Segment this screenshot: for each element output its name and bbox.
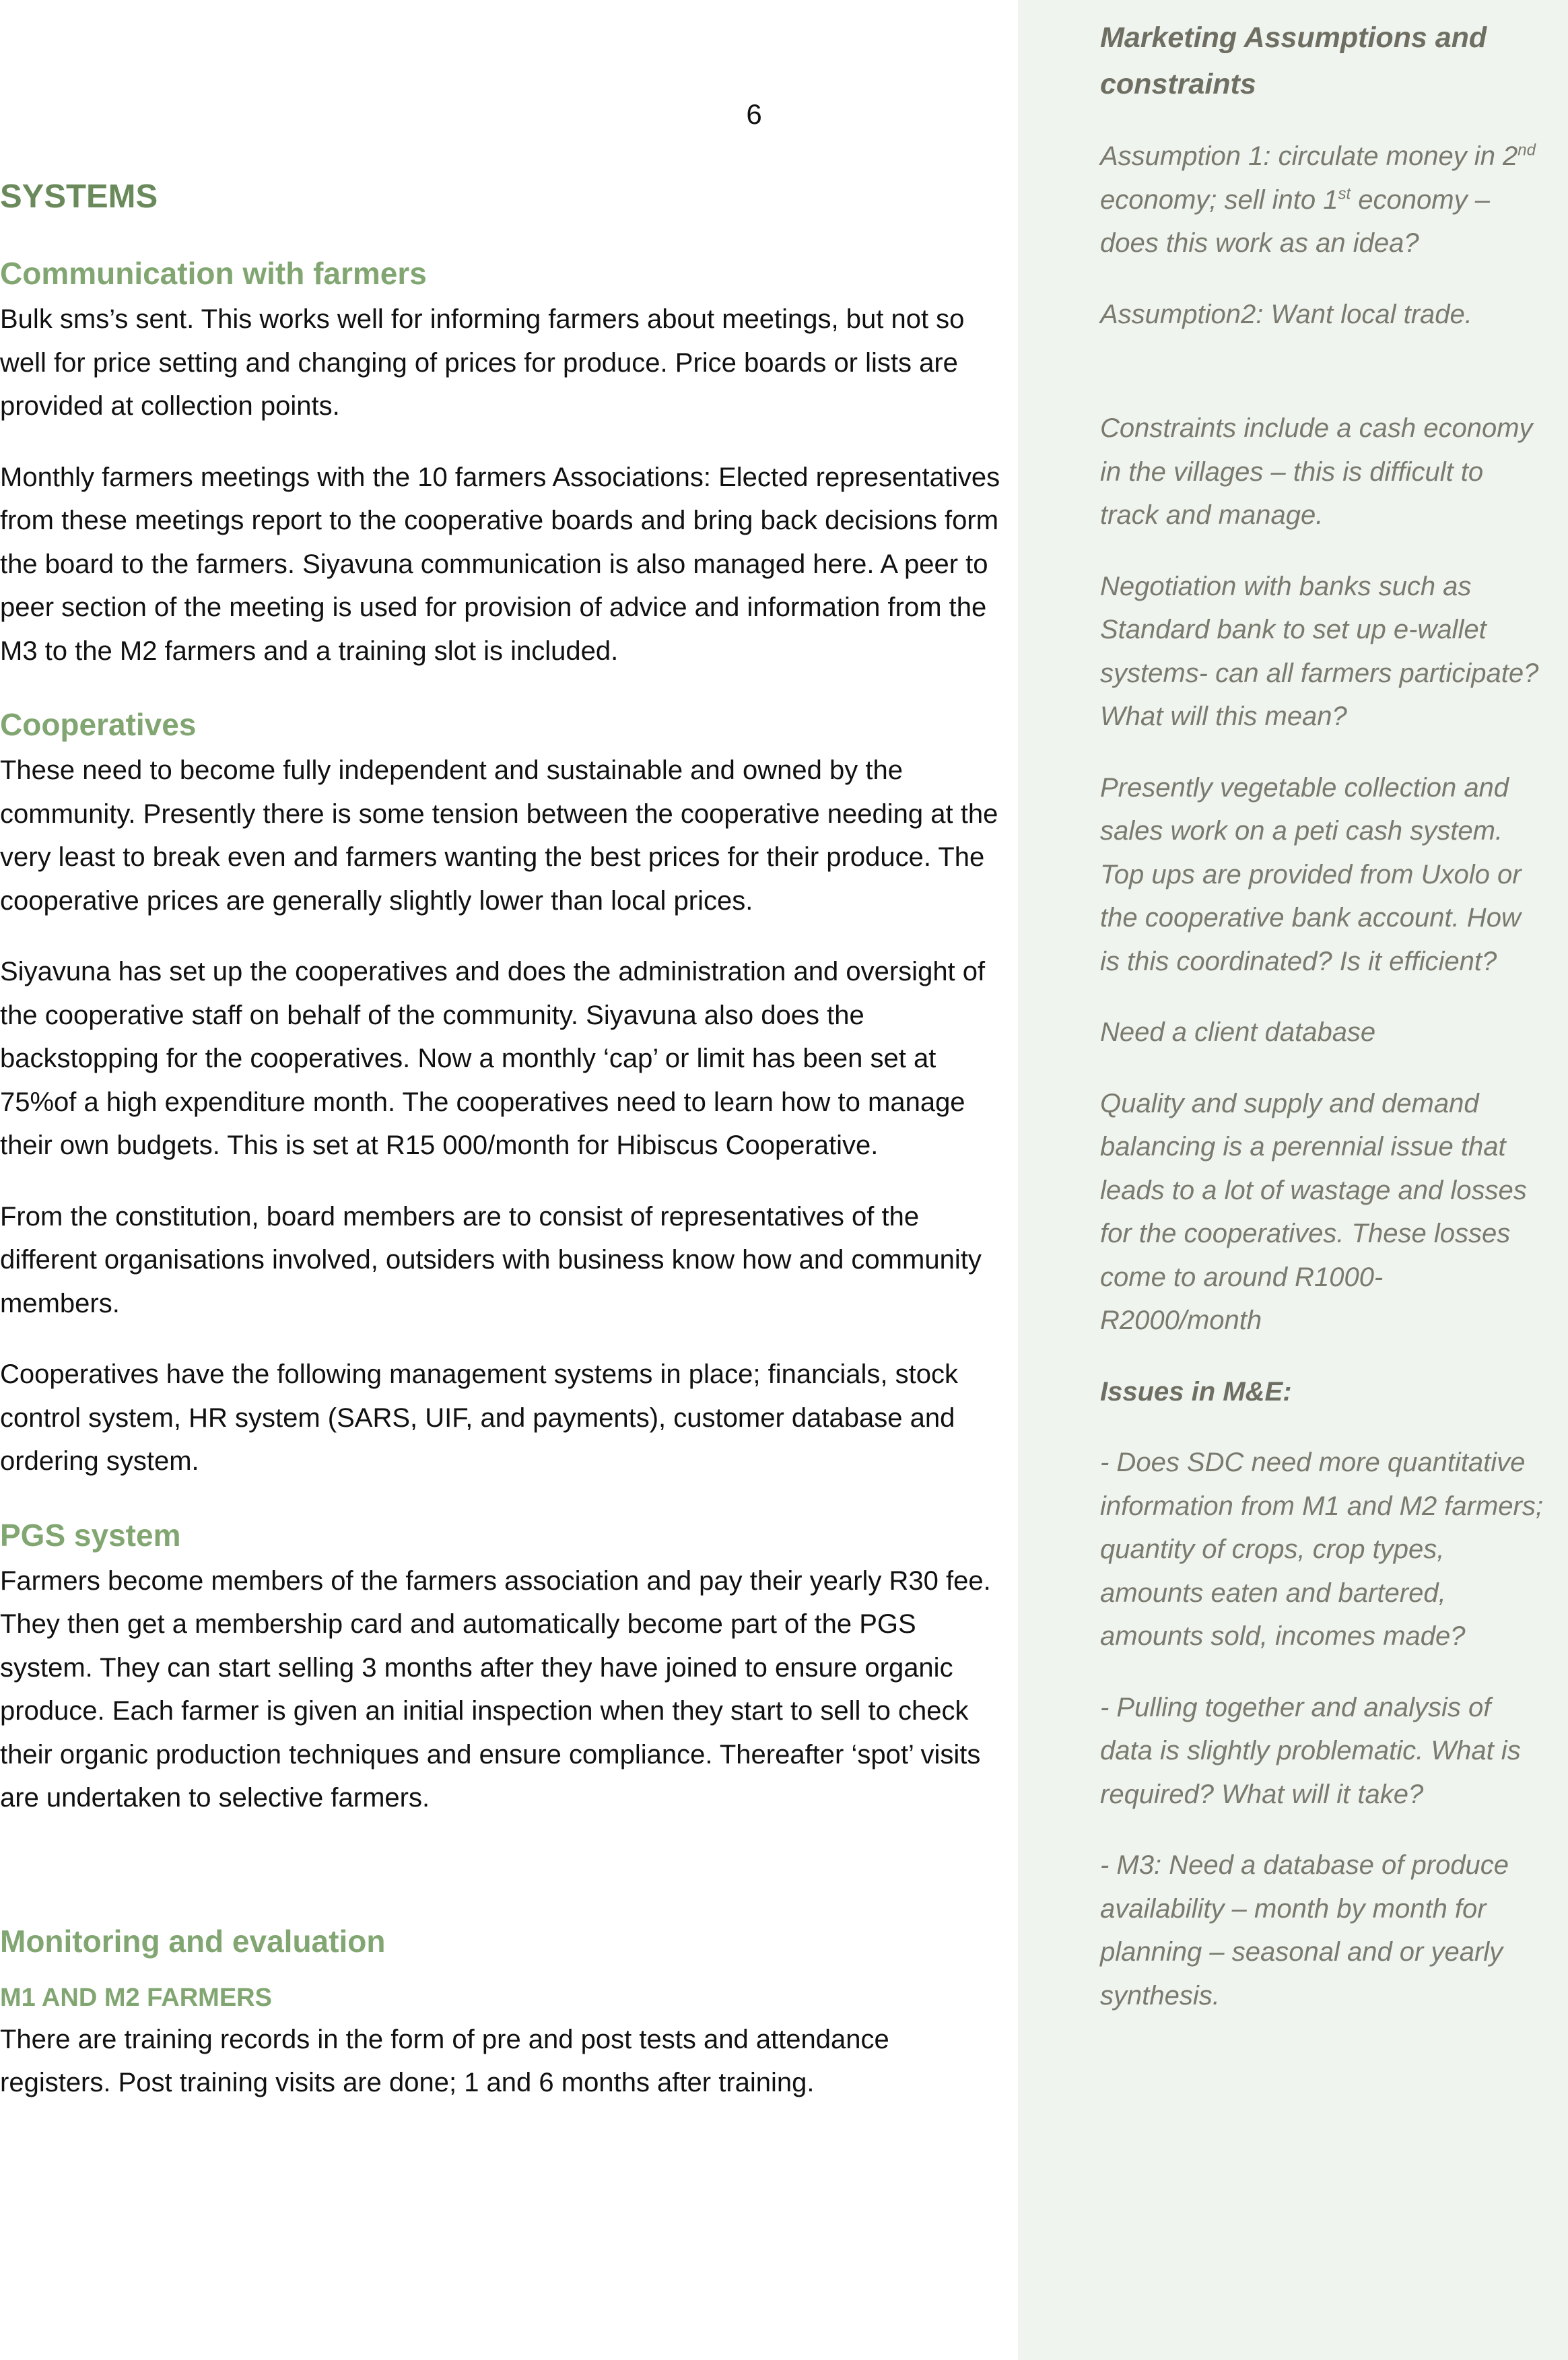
negotiation-note: Negotiation with banks such as Standard bank to set up e-wallet systems- can all farmers participate? What will this mean? bbox=[1100, 571, 1539, 731]
m1-m2-farmers-subheading: M1 AND M2 FARMERS bbox=[0, 1983, 272, 2012]
client-database-note: Need a client database bbox=[1100, 1017, 1376, 1047]
collection-note: Presently vegetable collection and sales work on a peti cash system. Top ups are provided from Uxolo or the cooperative bank account. How is this coordinated? Is it efficient? bbox=[1100, 772, 1522, 976]
sidebar-content bbox=[1100, 15, 1544, 2045]
pgs-heading: PGS system bbox=[0, 1517, 181, 1553]
issue-2: - Pulling together and analysis of data is slightly problematic. What is required? What will it take? bbox=[1100, 1692, 1521, 1809]
assumption-1-suffix: economy – does this work as an idea? bbox=[1100, 184, 1490, 258]
issues-heading: Issues in M&E: bbox=[1100, 1376, 1292, 1407]
issue-3: - M3: Need a database of produce availability – month by month for planning – seasonal and or yearly synthesis. bbox=[1100, 1850, 1509, 2011]
assumption-1-prefix: Assumption 1: circulate money in 2 bbox=[1100, 141, 1518, 171]
quality-note: Quality and supply and demand balancing is a perennial issue that leads to a lot of wastage and losses for the cooperatives. These losses come to around R1000-R2000/month bbox=[1100, 1088, 1527, 1335]
communication-paragraph-1: Bulk sms’s sent. This works well for informing farmers about meetings, but not so well for price setting and changing of prices for produce. Price boards or lists are provided at collection points. bbox=[0, 304, 965, 421]
pgs-paragraph: Farmers become members of the farmers association and pay their yearly R30 fee. They then get a membership card and automatically become part of the PGS system. They can start selling 3 months after they have joined to ensure organic produce. Each farmer is given an initial inspection when they start to sell to check their organic production techniques and ensure compliance. Thereafter ‘spot’ visits are undertaken to selective farmers. bbox=[0, 1565, 991, 1813]
communication-heading: Communication with farmers bbox=[0, 256, 427, 291]
cooperatives-paragraph-2: Siyavuna has set up the cooperatives and does the administration and oversight of the cooperative staff on behalf of the community. Siyavuna also does the backstopping for the cooperatives. Now a monthly ‘cap’ or limit has been set at 75%of a high expenditure month. The cooperatives need to learn how to manage their own budgets. This is set at R15 000/month for Hibiscus Cooperative. bbox=[0, 957, 986, 1160]
communication-paragraph-2: Monthly farmers meetings with the 10 farmers Associations: Elected representatives from these meetings report to the cooperative boards and bring back decisions form the board to the farmers. Siyavuna communication is also managed here. A peer to peer section of the meeting is used for provision of advice and information from the M3 to the M2 farmers and a training slot is included. bbox=[0, 462, 1000, 666]
systems-heading: SYSTEMS bbox=[0, 178, 158, 215]
cooperatives-paragraph-4: Cooperatives have the following management systems in place; financials, stock control system, HR system (SARS, UIF, and payments), customer database and ordering system. bbox=[0, 1359, 958, 1476]
monitoring-paragraph: There are training records in the form of pre and post tests and attendance registers. Post training visits are done; 1 and 6 months after training. bbox=[0, 2024, 889, 2097]
section-spacer bbox=[0, 1844, 1003, 1917]
assumption-1 bbox=[1100, 135, 1544, 265]
sidebar-title: Marketing Assumptions and constraints bbox=[1100, 22, 1487, 100]
assumption-2: Assumption2: Want local trade. bbox=[1100, 299, 1472, 329]
constraints-note: Constraints include a cash economy in the villages – this is difficult to track and manage. bbox=[1100, 413, 1533, 530]
cooperatives-paragraph-3: From the constitution, board members are to consist of representatives of the different organisations involved, outsiders with business know how and community members. bbox=[0, 1201, 982, 1318]
page-number: 6 bbox=[746, 98, 762, 130]
cooperatives-paragraph-1: These need to become fully independent and sustainable and owned by the community. Presently there is some tension between the cooperative needing at the very least to break even and farmers wanting the best prices for their produce. The cooperative prices are generally slightly lower than local prices. bbox=[0, 755, 998, 916]
cooperatives-section bbox=[0, 700, 1003, 1483]
sidebar-spacer bbox=[1100, 364, 1544, 407]
ordinal-superscript: nd bbox=[1518, 141, 1536, 160]
issue-1: - Does SDC need more quantitative information from M1 and M2 farmers; quantity of crops, crop types, amounts eaten and bartered, amounts sold, incomes made? bbox=[1100, 1448, 1543, 1651]
heading-spacer bbox=[0, 1965, 1003, 1978]
monitoring-heading: Monitoring and evaluation bbox=[0, 1923, 386, 1959]
sidebar-panel bbox=[1018, 0, 1568, 2360]
pgs-section bbox=[0, 1511, 1003, 1820]
assumption-1-middle: economy; sell into 1 bbox=[1100, 184, 1338, 215]
main-content bbox=[0, 170, 1003, 2132]
monitoring-section bbox=[0, 1917, 1003, 2105]
communication-section bbox=[0, 249, 1003, 673]
ordinal-superscript: st bbox=[1338, 184, 1351, 203]
cooperatives-heading: Cooperatives bbox=[0, 707, 197, 742]
